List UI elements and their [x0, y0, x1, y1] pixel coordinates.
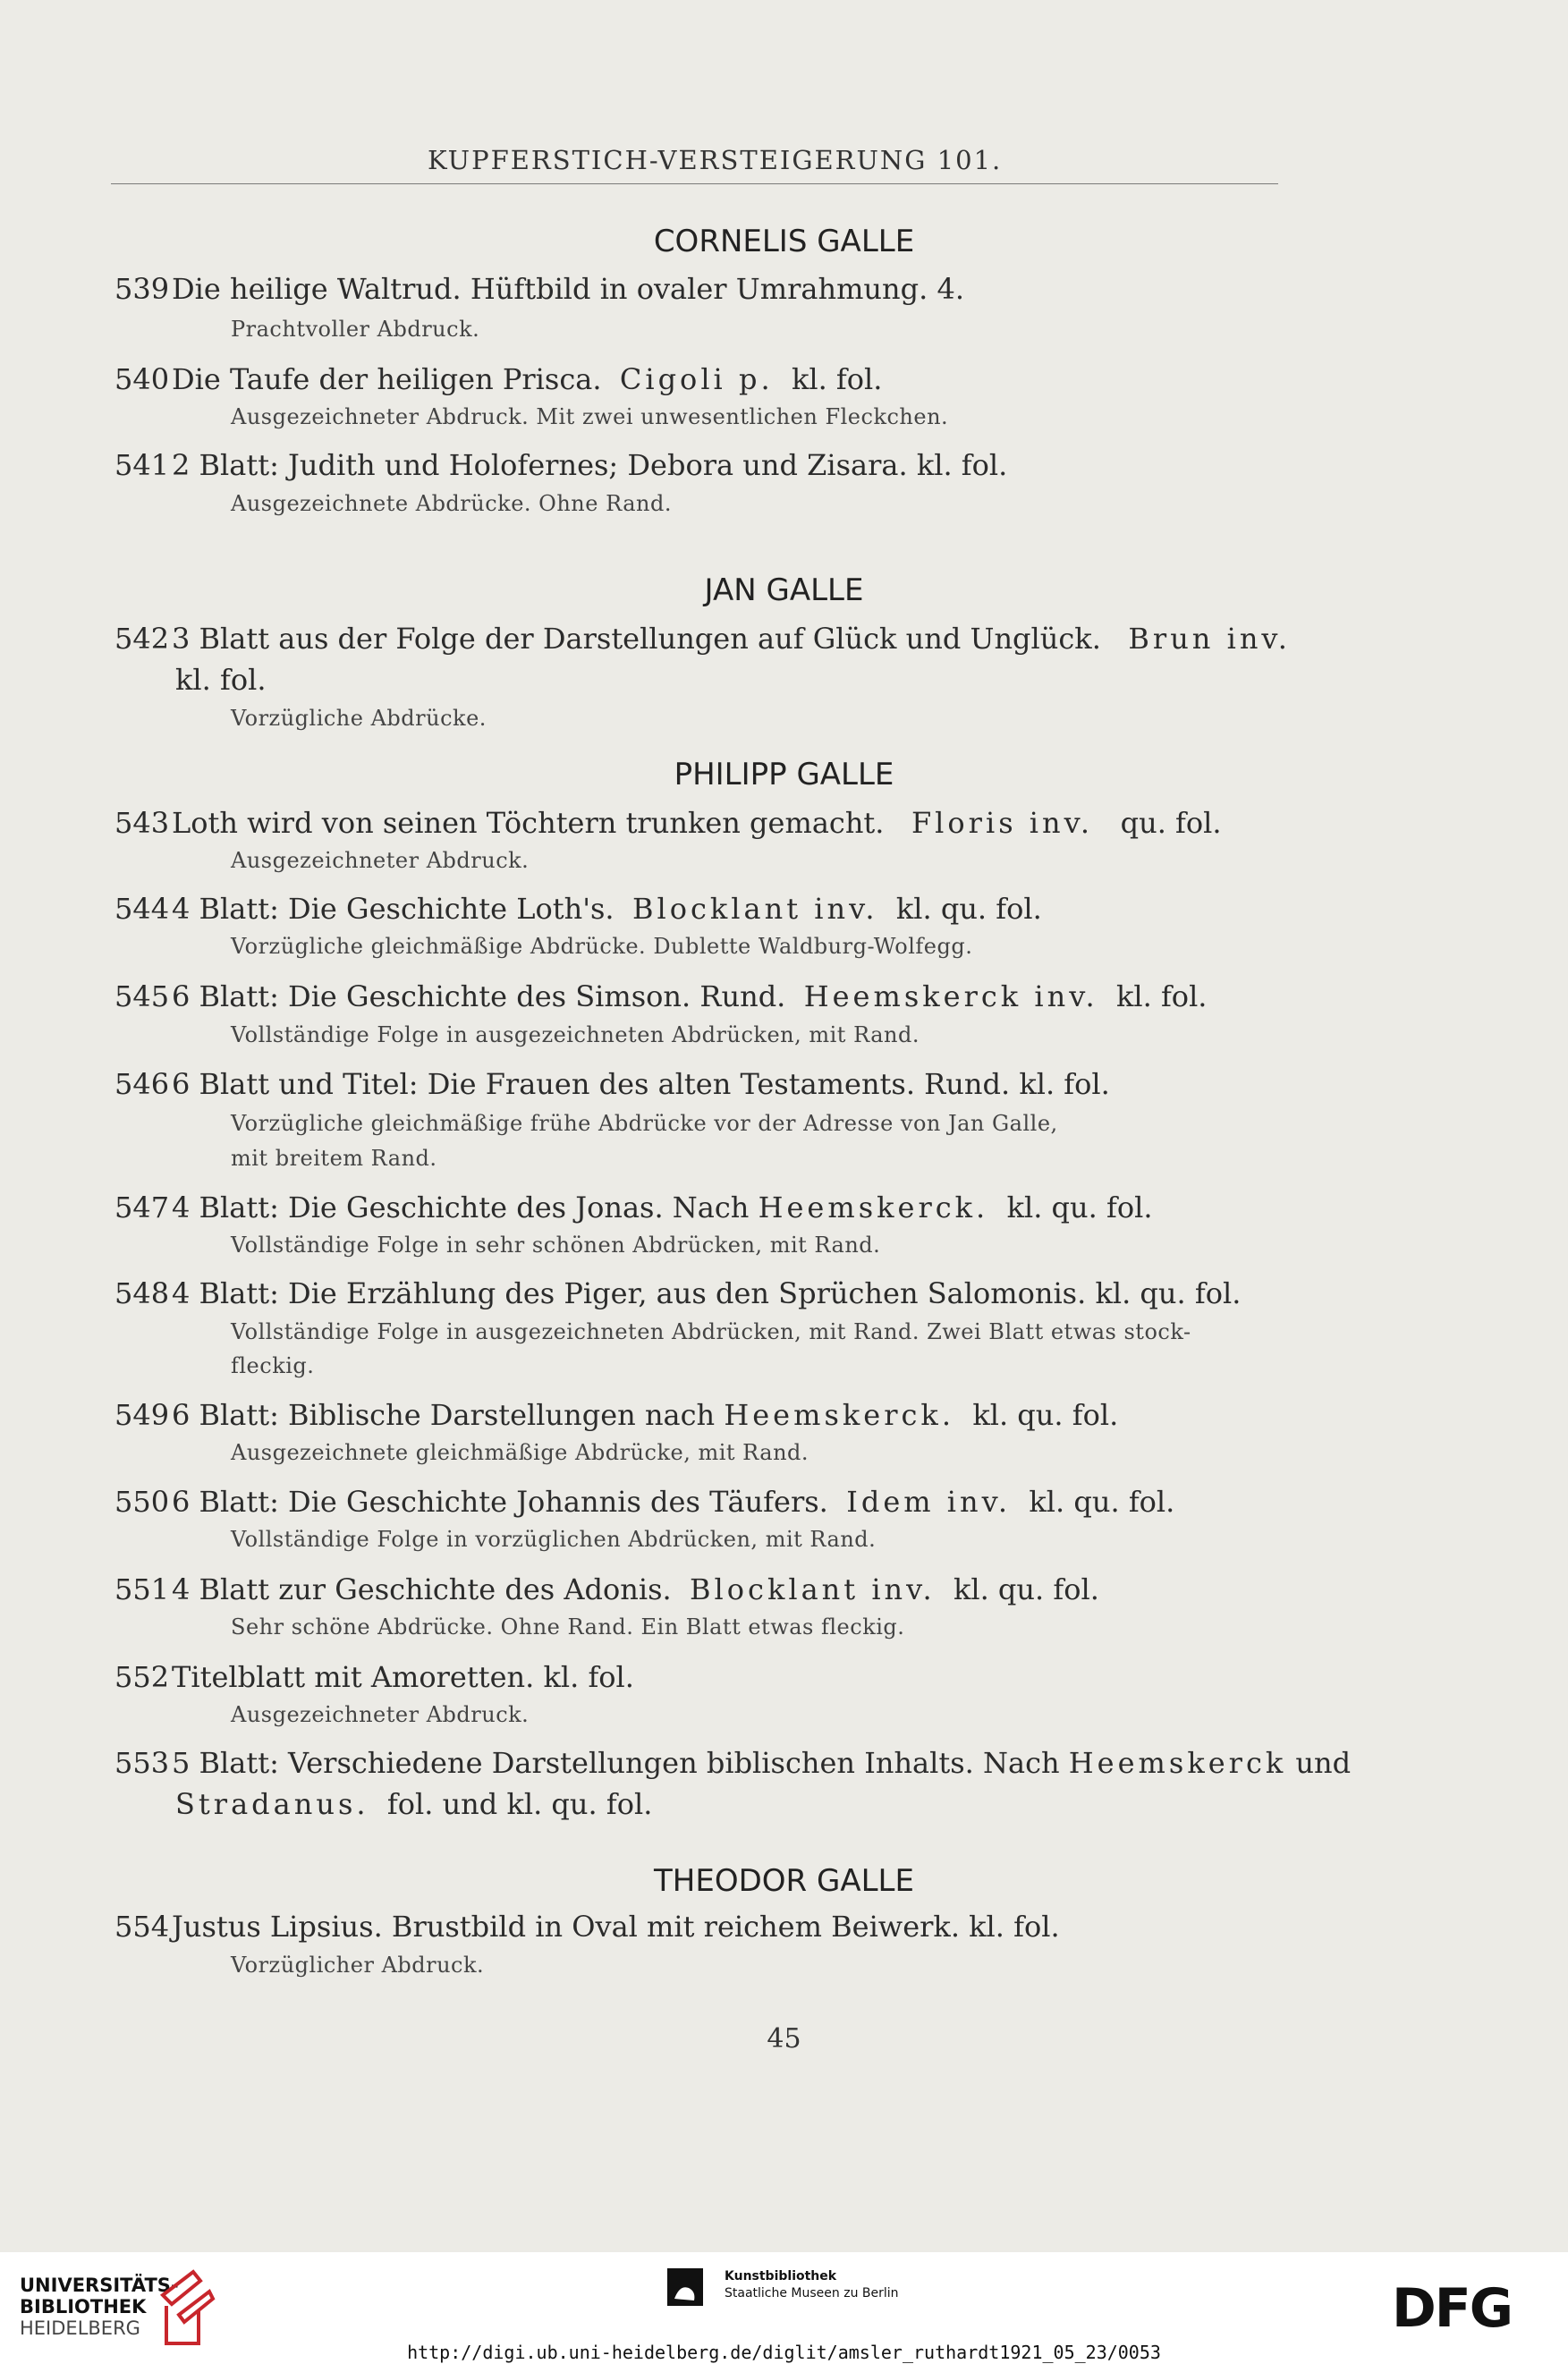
lot-number: 546	[114, 1067, 170, 1101]
lot-note: Ausgezeichnete gleichmäßige Abdrücke, mit Rand.	[231, 1440, 809, 1465]
lot-entry	[114, 977, 1207, 1016]
lot-number: 544	[114, 892, 170, 926]
lot-entry	[114, 360, 882, 399]
lot-entry	[114, 1570, 1099, 1609]
lot-note: Vollständige Folge in sehr schönen Abdrücken, mit Rand.	[231, 1233, 881, 1258]
lot-note: Vorzügliche gleichmäßige Abdrücke. Dublette Waldburg-Wolfegg.	[231, 934, 973, 959]
lot-title: 4 Blatt zur Geschichte des Adonis.	[172, 1572, 672, 1606]
lot-format: kl. qu. fol.	[972, 1398, 1119, 1432]
lot-format: und	[1295, 1746, 1352, 1780]
lot-entry	[114, 269, 964, 309]
lot-note: Ausgezeichneter Abdruck. Mit zwei unwesentlichen Fleckchen.	[231, 404, 949, 429]
lot-number: 551	[114, 1572, 170, 1606]
lot-format: kl. fol.	[791, 362, 883, 396]
lot-number: 543	[114, 806, 170, 840]
ub-heidelberg-mark-icon	[159, 2268, 216, 2345]
lot-entry	[114, 1482, 1174, 1521]
lot-number: 550	[114, 1485, 170, 1519]
lot-number: 554	[114, 1910, 170, 1944]
lot-number: 553	[114, 1746, 170, 1780]
lot-format: kl. qu. fol.	[895, 892, 1042, 926]
lot-format: kl. fol.	[1115, 979, 1208, 1013]
lot-number: 540	[114, 362, 170, 396]
lot-title: 3 Blatt aus der Folge der Darstellungen auf Glück und Unglück.	[172, 622, 1101, 656]
lot-note: Vorzüglicher Abdruck.	[231, 1953, 485, 1978]
lot-title: Loth wird von seinen Töchtern trunken gemacht.	[172, 806, 885, 840]
lot-entry	[114, 1188, 1152, 1227]
artist-heading: PHILIPP GALLE	[674, 757, 894, 792]
lot-artist-inv: Stradanus.	[175, 1787, 369, 1821]
lot-format: kl. qu. fol.	[1029, 1485, 1175, 1519]
lot-format: fol. und kl. qu. fol.	[386, 1787, 653, 1821]
lot-entry	[114, 1064, 1110, 1104]
lot-artist-inv: Heemskerck.	[724, 1398, 954, 1432]
lot-number: 549	[114, 1398, 170, 1432]
lot-note-continued: mit breitem Rand.	[231, 1146, 437, 1171]
lot-title: 4 Blatt: Die Geschichte Loth's.	[172, 892, 614, 926]
header-rule	[111, 183, 1278, 184]
lot-title: 6 Blatt und Titel: Die Frauen des alten Testaments. Rund. kl. fol.	[172, 1067, 1110, 1101]
lot-title: Titelblatt mit Amoretten. kl. fol.	[172, 1660, 634, 1694]
kunstbibliothek-logo-icon	[667, 2268, 703, 2306]
ub-logo-line: BIBLIOTHEK	[20, 2296, 147, 2317]
lot-artist-inv: Idem inv.	[846, 1485, 1012, 1519]
lot-artist-inv: Heemskerck inv.	[803, 979, 1098, 1013]
kunstbibliothek-label[interactable]	[725, 2268, 899, 2302]
lot-artist-inv: Blocklant inv.	[631, 892, 878, 926]
lot-artist-inv: Brun inv.	[1128, 622, 1291, 656]
artist-heading: THEODOR GALLE	[654, 1863, 914, 1899]
footer-bar	[0, 2252, 1568, 2364]
artist-heading: JAN GALLE	[704, 572, 864, 608]
ub-heidelberg-logo[interactable]	[20, 2275, 179, 2339]
lot-note: Vollständige Folge in ausgezeichneten Abdrücken, mit Rand.	[231, 1022, 920, 1047]
lot-title: 4 Blatt: Die Erzählung des Piger, aus den Sprüchen Salomonis. kl. qu. fol.	[172, 1276, 1242, 1310]
lot-title: 5 Blatt: Verschiedene Darstellungen biblischen Inhalts. Nach	[172, 1746, 1060, 1780]
lot-note: Vollständige Folge in vorzüglichen Abdrücken, mit Rand.	[231, 1527, 877, 1552]
lot-note: Vorzügliche gleichmäßige frühe Abdrücke vor der Adresse von Jan Galle,	[231, 1111, 1058, 1136]
lot-format: kl. qu. fol.	[1006, 1190, 1153, 1224]
lot-artist-inv: Heemskerck	[1068, 1746, 1287, 1780]
lot-title-continued	[175, 1784, 652, 1824]
lot-entry	[114, 1743, 1351, 1783]
lot-note: Vorzügliche Abdrücke.	[231, 706, 487, 731]
lot-entry	[114, 1395, 1118, 1435]
lot-format: kl. qu. fol.	[953, 1572, 1099, 1606]
lot-note: Ausgezeichneter Abdruck.	[231, 1702, 530, 1727]
lot-number: 541	[114, 448, 170, 482]
lot-title: 6 Blatt: Die Geschichte Johannis des Täufers.	[172, 1485, 828, 1519]
page-number: 45	[767, 2023, 801, 2055]
lot-title: Justus Lipsius. Brustbild in Oval mit reichem Beiwerk. kl. fol.	[172, 1910, 1060, 1944]
ub-logo-line: HEIDELBERG	[20, 2317, 140, 2339]
permalink-url[interactable]: http://digi.ub.uni-heidelberg.de/diglit/amsler_ruthardt1921_05_23/0053	[407, 2342, 1161, 2363]
lot-artist-inv: Blocklant inv.	[690, 1572, 936, 1606]
lot-number: 545	[114, 979, 170, 1013]
lot-number: 548	[114, 1276, 170, 1310]
ub-logo-line: UNIVERSITÄTS-	[20, 2275, 179, 2296]
lot-format: qu. fol.	[1120, 806, 1222, 840]
lot-title: 2 Blatt: Judith und Holofernes; Debora und Zisara. kl. fol.	[172, 448, 1008, 482]
lot-number: 542	[114, 622, 170, 656]
running-head: KUPFERSTICH-VERSTEIGERUNG 101.	[428, 145, 1003, 175]
lot-note: Ausgezeichneter Abdruck.	[231, 848, 530, 873]
lot-title: Die heilige Waltrud. Hüftbild in ovaler Umrahmung. 4.	[172, 272, 964, 306]
lot-title: 4 Blatt: Die Geschichte des Jonas. Nach	[172, 1190, 750, 1224]
lot-number: 547	[114, 1190, 170, 1224]
lot-note: Prachtvoller Abdruck.	[231, 317, 480, 342]
lot-entry	[114, 445, 1007, 485]
lot-artist-inv: Heemskerck.	[758, 1190, 989, 1224]
lot-note: Sehr schöne Abdrücke. Ohne Rand. Ein Blatt etwas fleckig.	[231, 1614, 905, 1640]
artist-heading: CORNELIS GALLE	[653, 224, 915, 259]
lot-entry	[114, 889, 1042, 928]
kb-title: Kunstbibliothek	[725, 2269, 837, 2284]
lot-title: Die Taufe der heiligen Prisca.	[172, 362, 602, 396]
lot-entry	[114, 803, 1222, 843]
lot-entry	[114, 1657, 634, 1697]
lot-artist-inv: Floris inv.	[911, 806, 1094, 840]
lot-entry	[114, 1274, 1241, 1313]
lot-number: 539	[114, 272, 170, 306]
lot-title-continued: kl. fol.	[175, 663, 267, 697]
kb-subtitle: Staatliche Museen zu Berlin	[725, 2286, 899, 2300]
lot-number: 552	[114, 1660, 170, 1694]
dfg-logo[interactable]: DFG	[1392, 2277, 1513, 2340]
lot-note: Vollständige Folge in ausgezeichneten Abdrücken, mit Rand. Zwei Blatt etwas stock-	[231, 1319, 1191, 1344]
lot-note-continued: fleckig.	[231, 1353, 315, 1378]
lot-note: Ausgezeichnete Abdrücke. Ohne Rand.	[231, 491, 672, 516]
lot-artist-inv: Cigoli p.	[619, 362, 774, 396]
lot-title: 6 Blatt: Biblische Darstellungen nach	[172, 1398, 716, 1432]
lot-entry	[114, 619, 1291, 658]
lot-entry	[114, 1907, 1060, 1946]
lot-title: 6 Blatt: Die Geschichte des Simson. Rund.	[172, 979, 786, 1013]
